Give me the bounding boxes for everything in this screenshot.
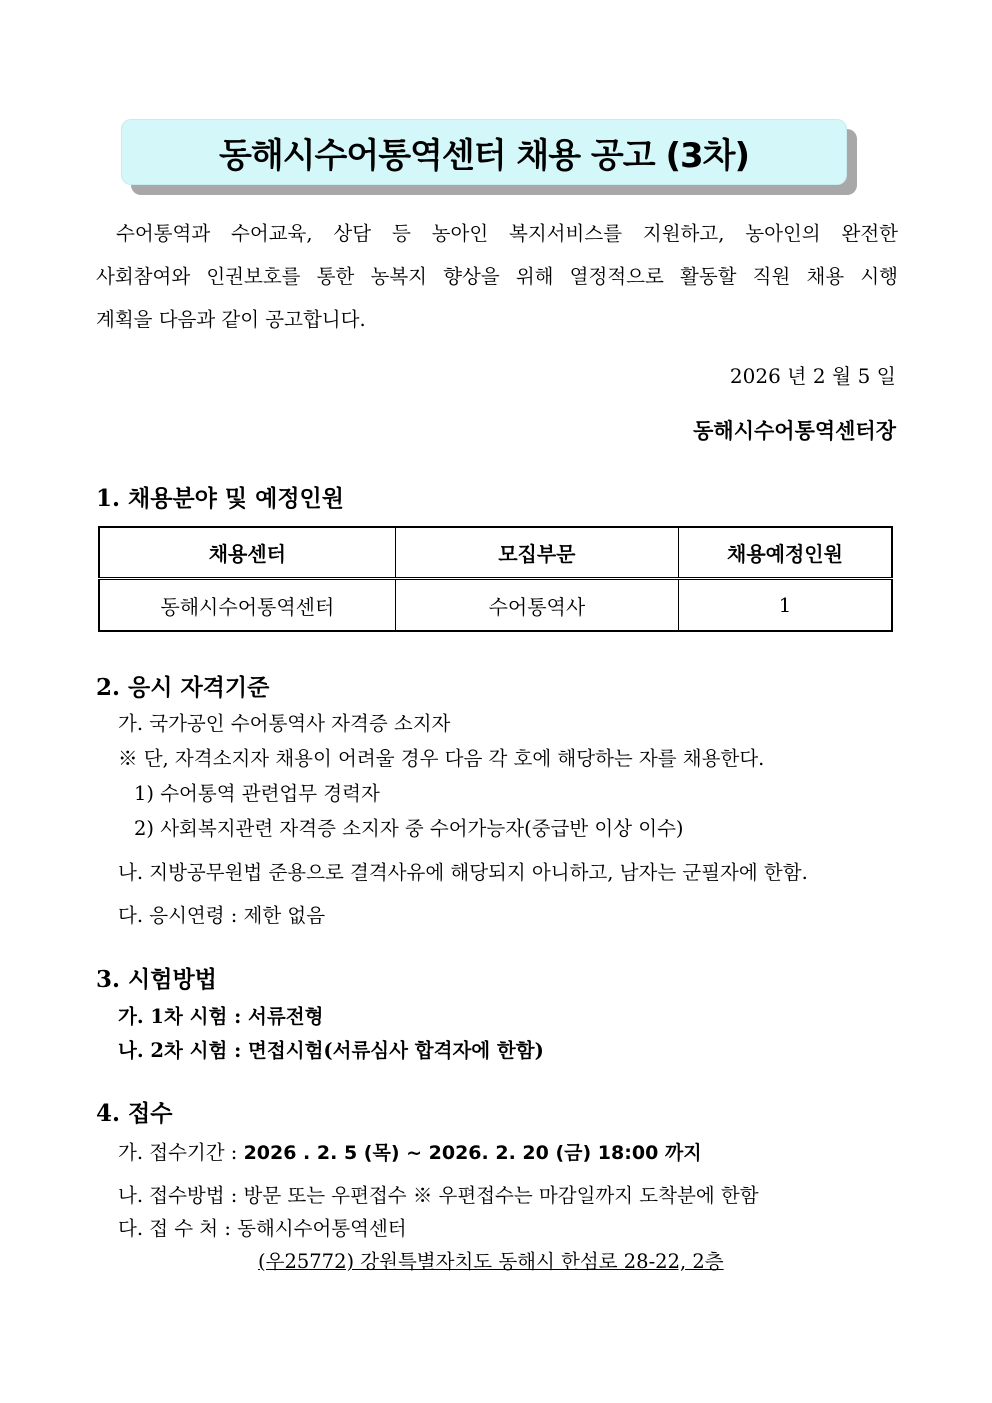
intro-paragraph: [96, 212, 898, 341]
table-header-cell: 채용예정인원: [679, 527, 893, 579]
title-box: [121, 119, 847, 185]
issuer: 동해시수어통역센터장: [693, 418, 896, 443]
table-cell: 1: [679, 579, 893, 632]
exam-stage-2: 나. 2차 시험 : 면접시험(서류심사 합격자에 한함): [118, 1039, 544, 1062]
qualification-note: ※ 단, 자격소지자 채용이 어려울 경우 다음 각 호에 해당하는 자를 채용한다.: [118, 747, 765, 770]
hiring-table: [98, 526, 893, 632]
application-period: [118, 1137, 702, 1165]
intro-line-3: 계획을 다음과 같이 공고합니다.: [96, 308, 366, 331]
application-period-label: 가. 접수기간 :: [118, 1141, 244, 1164]
application-period-value: 2026 . 2. 5 (목) ~ 2026. 2. 20 (금) 18:00 까지: [243, 1142, 702, 1164]
application-place: 다. 접 수 처 : 동해시수어통역센터: [118, 1217, 407, 1240]
intro-line-2: 사회참여와 인권보호를 통한 농복지 향상을 위해 열정적으로 활동할 직원 채용 시행: [96, 265, 898, 288]
qualification-a: 가. 국가공인 수어통역사 자격증 소지자: [118, 712, 451, 735]
announcement-date: 2026 년 2 월 5 일: [729, 364, 896, 388]
page-title: 동해시수어통역센터 채용 공고 (3차): [218, 135, 750, 176]
table-cell: 수어통역사: [395, 579, 678, 632]
section-4-heading: 4. 접수: [96, 1100, 173, 1127]
table-row: [99, 579, 892, 632]
intro-line-1: 수어통역과 수어교육, 상담 등 농아인 복지서비스를 지원하고, 농아인의 완전한: [116, 222, 898, 245]
section-3-heading: 3. 시험방법: [96, 966, 217, 993]
title-banner: [121, 119, 847, 185]
qualification-note-item-2: 2) 사회복지관련 자격증 소지자 중 수어가능자(중급반 이상 이수): [134, 817, 684, 840]
section-1-heading: 1. 채용분야 및 예정인원: [96, 485, 344, 512]
qualification-b: 나. 지방공무원법 준용으로 결격사유에 해당되지 아니하고, 남자는 군필자에 한함.: [118, 861, 808, 884]
table-cell: 동해시수어통역센터: [99, 579, 395, 632]
application-method: 나. 접수방법 : 방문 또는 우편접수 ※ 우편접수는 마감일까지 도착분에 한함: [118, 1184, 759, 1207]
qualification-note-item-1: 1) 수어통역 관련업무 경력자: [134, 782, 380, 805]
table-header-cell: 채용센터: [99, 527, 395, 579]
table-header-cell: 모집부문: [395, 527, 678, 579]
table-header-row: [99, 527, 892, 579]
application-address: (우25772) 강원특별자치도 동해시 한섬로 28-22, 2층: [258, 1250, 724, 1273]
exam-stage-1: 가. 1차 시험 : 서류전형: [118, 1005, 324, 1028]
section-2-heading: 2. 응시 자격기준: [96, 674, 270, 701]
qualification-c: 다. 응시연령 : 제한 없음: [118, 904, 326, 927]
